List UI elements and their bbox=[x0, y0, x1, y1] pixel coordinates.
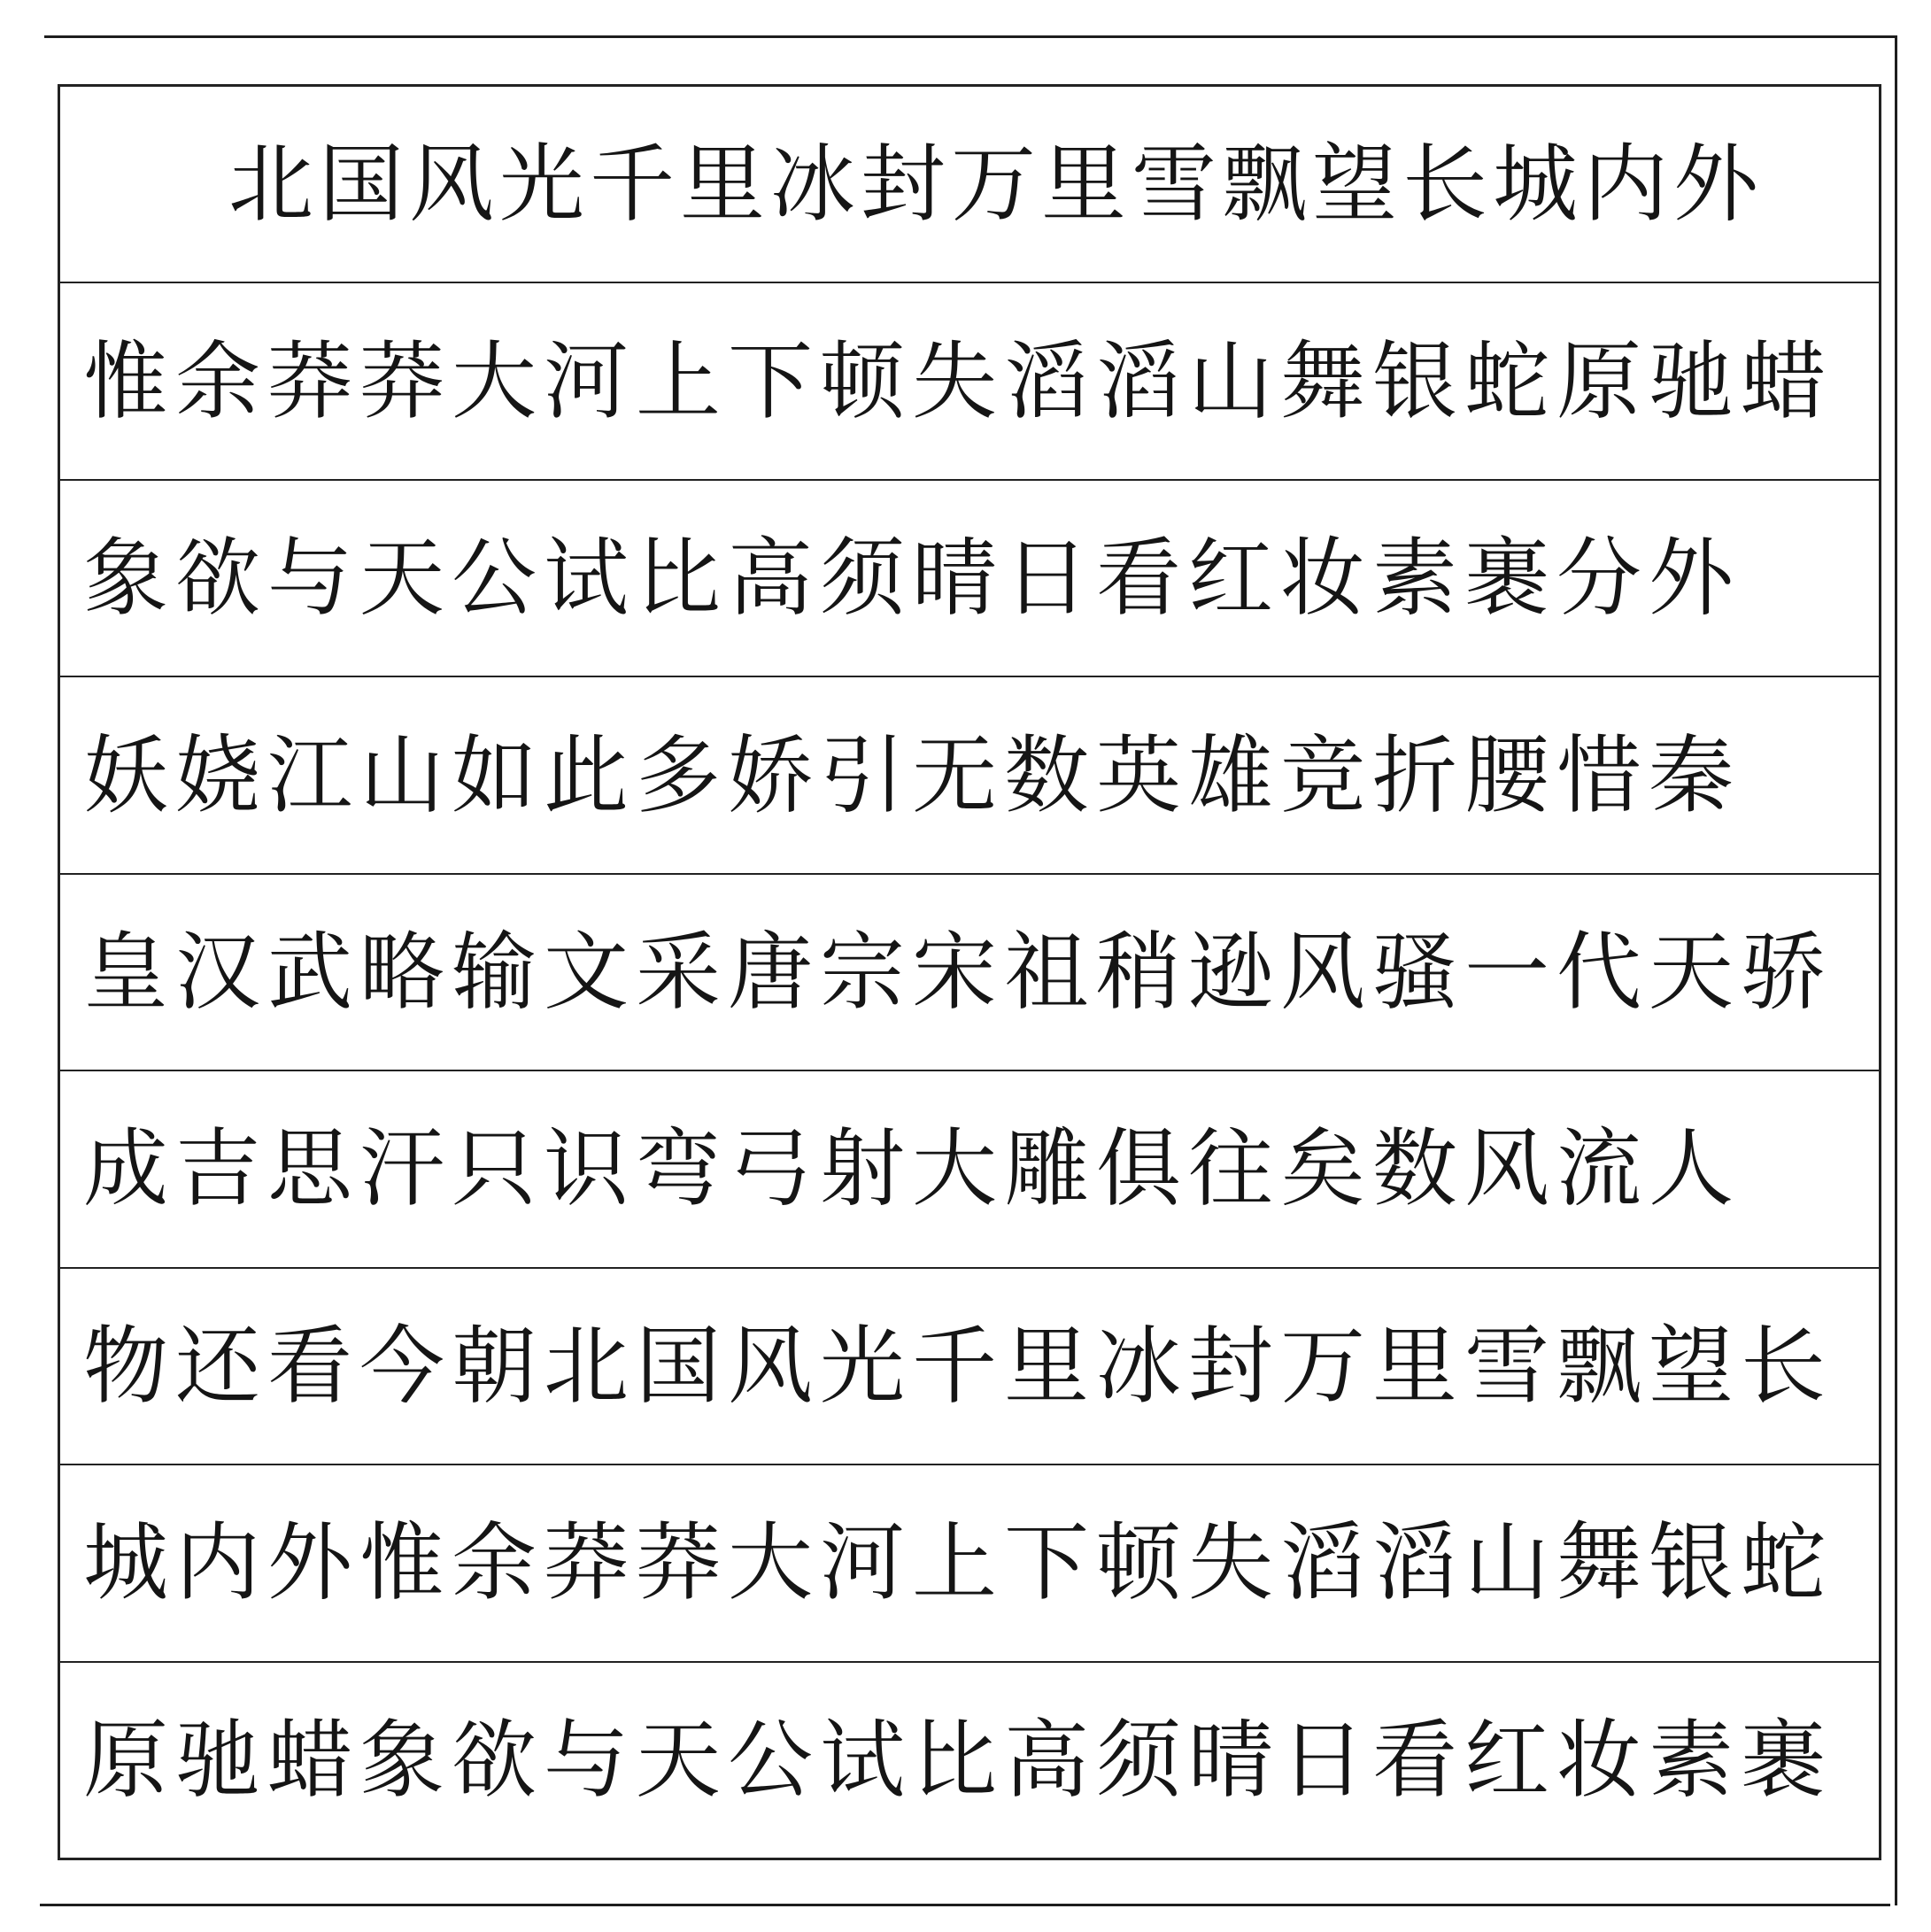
line-text: 象欲与天公试比高须晴日看红妆素裹分外 bbox=[83, 529, 1741, 629]
text-line-9 bbox=[60, 1663, 1879, 1858]
right-border-line bbox=[1895, 35, 1897, 1905]
line-text: 成吉思汗只识弯弓射大雕俱往矣数风流人 bbox=[83, 1119, 1741, 1219]
line-text: 妖娆江山如此多娇引无数英雄竞折腰惜秦 bbox=[83, 725, 1741, 825]
text-line-3 bbox=[60, 481, 1879, 677]
line-text: 北国风光千里冰封万里雪飘望长城内外 bbox=[228, 135, 1764, 235]
text-line-7 bbox=[60, 1269, 1879, 1465]
line-text: 原驰蜡象欲与天公试比高须晴日看红妆素裹 bbox=[83, 1710, 1833, 1810]
top-border-line bbox=[44, 35, 1895, 38]
handwriting-practice-sheet bbox=[58, 84, 1881, 1860]
text-line-2 bbox=[60, 283, 1879, 480]
line-text: 皇汉武略输文采唐宗宋祖稍逊风骚一代天骄 bbox=[83, 922, 1833, 1022]
text-line-4 bbox=[60, 677, 1879, 874]
text-line-5 bbox=[60, 875, 1879, 1071]
text-line-1 bbox=[60, 87, 1879, 283]
line-text: 物还看今朝北国风光千里冰封万里雪飘望长 bbox=[83, 1316, 1833, 1416]
text-line-8 bbox=[60, 1465, 1879, 1662]
line-text: 惟余莽莽大河上下顿失滔滔山舞银蛇原驰蜡 bbox=[83, 331, 1833, 431]
line-text: 城内外惟余莽莽大河上下顿失滔滔山舞银蛇 bbox=[83, 1513, 1833, 1613]
text-line-6 bbox=[60, 1071, 1879, 1268]
bottom-border-line bbox=[40, 1904, 1890, 1906]
